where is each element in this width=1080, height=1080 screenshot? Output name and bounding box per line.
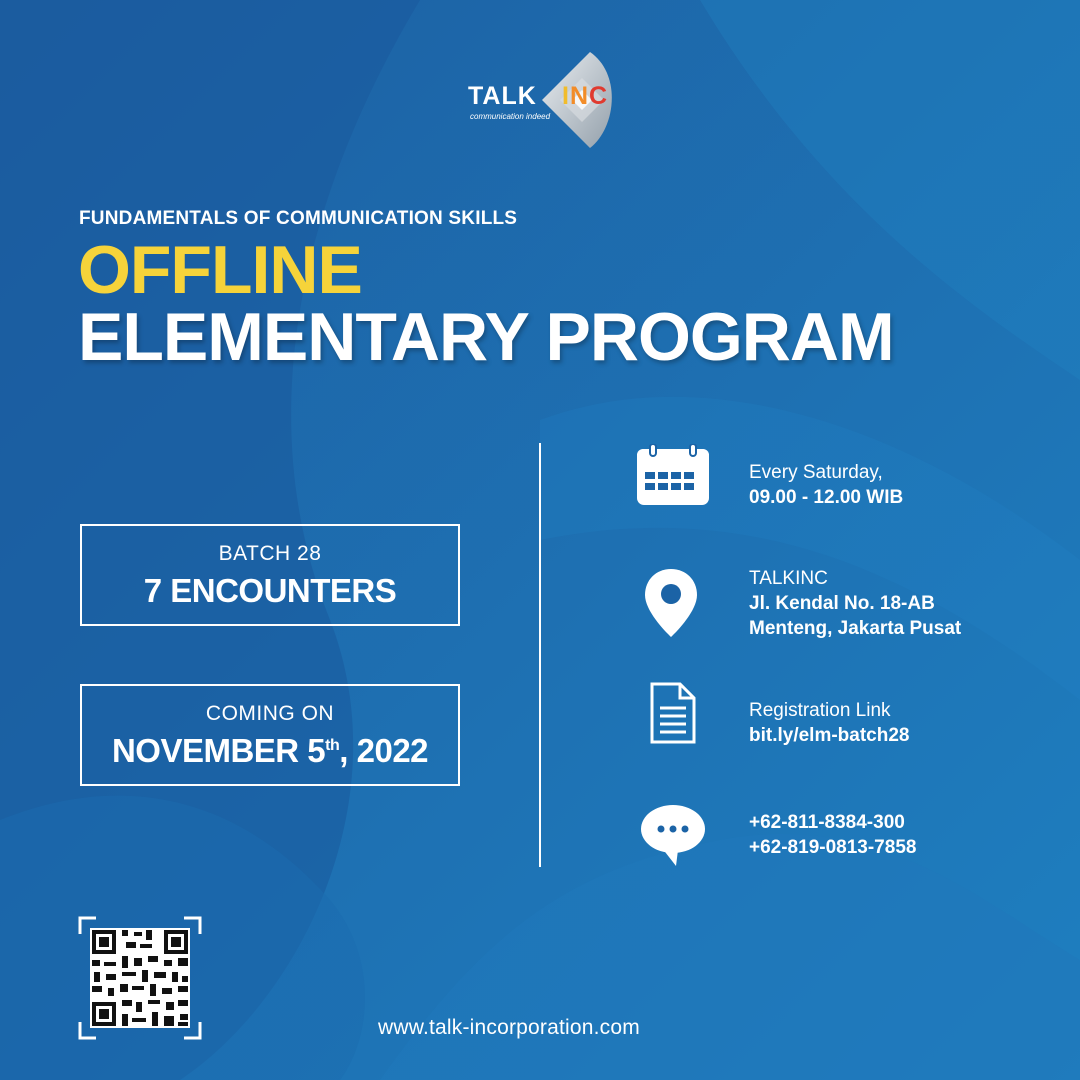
start-date: NOVEMBER 5th, 2022 <box>111 732 429 769</box>
batch-value: 7 ENCOUNTERS <box>143 572 397 609</box>
batch-label: BATCH 28 <box>218 542 322 565</box>
registration-info <box>749 698 910 748</box>
document-icon <box>650 682 696 744</box>
coming-on-box <box>80 684 460 786</box>
logo-tagline: communication indeed <box>470 112 551 121</box>
schedule-time: 09.00 - 12.00 WIB <box>749 487 904 508</box>
coming-on-label: COMING ON <box>205 702 335 725</box>
calendar-icon <box>636 444 710 506</box>
vertical-divider <box>539 443 541 867</box>
location-street: Jl. Kendal No. 18-AB <box>749 593 935 614</box>
logo-inc-text: INC <box>562 82 609 110</box>
contact-phone-1[interactable]: +62-811-8384-300 <box>749 812 905 833</box>
logo-talk-text: TALK <box>468 82 537 110</box>
contact-info <box>749 810 916 860</box>
registration-label: Registration Link <box>749 700 891 721</box>
schedule-info <box>749 460 903 510</box>
location-area: Menteng, Jakarta Pusat <box>749 618 962 639</box>
contact-phone-2[interactable]: +62-819-0813-7858 <box>749 837 917 858</box>
subtitle: FUNDAMENTALS OF COMMUNICATION SKILLS <box>79 208 518 229</box>
registration-link[interactable]: bit.ly/elm-batch28 <box>749 725 910 746</box>
schedule-day: Every Saturday, <box>749 462 883 483</box>
location-name: TALKINC <box>749 568 828 589</box>
batch-box <box>80 524 460 626</box>
chat-bubble-icon <box>640 804 706 866</box>
location-info <box>749 566 961 641</box>
title-elementary-program: ELEMENTARY PROGRAM <box>78 299 894 375</box>
title-offline: OFFLINE <box>78 232 362 308</box>
qr-code[interactable] <box>78 916 202 1040</box>
website-url[interactable]: www.talk-incorporation.com <box>378 1016 640 1039</box>
talkinc-logo <box>462 50 622 154</box>
location-pin-icon <box>645 569 697 637</box>
